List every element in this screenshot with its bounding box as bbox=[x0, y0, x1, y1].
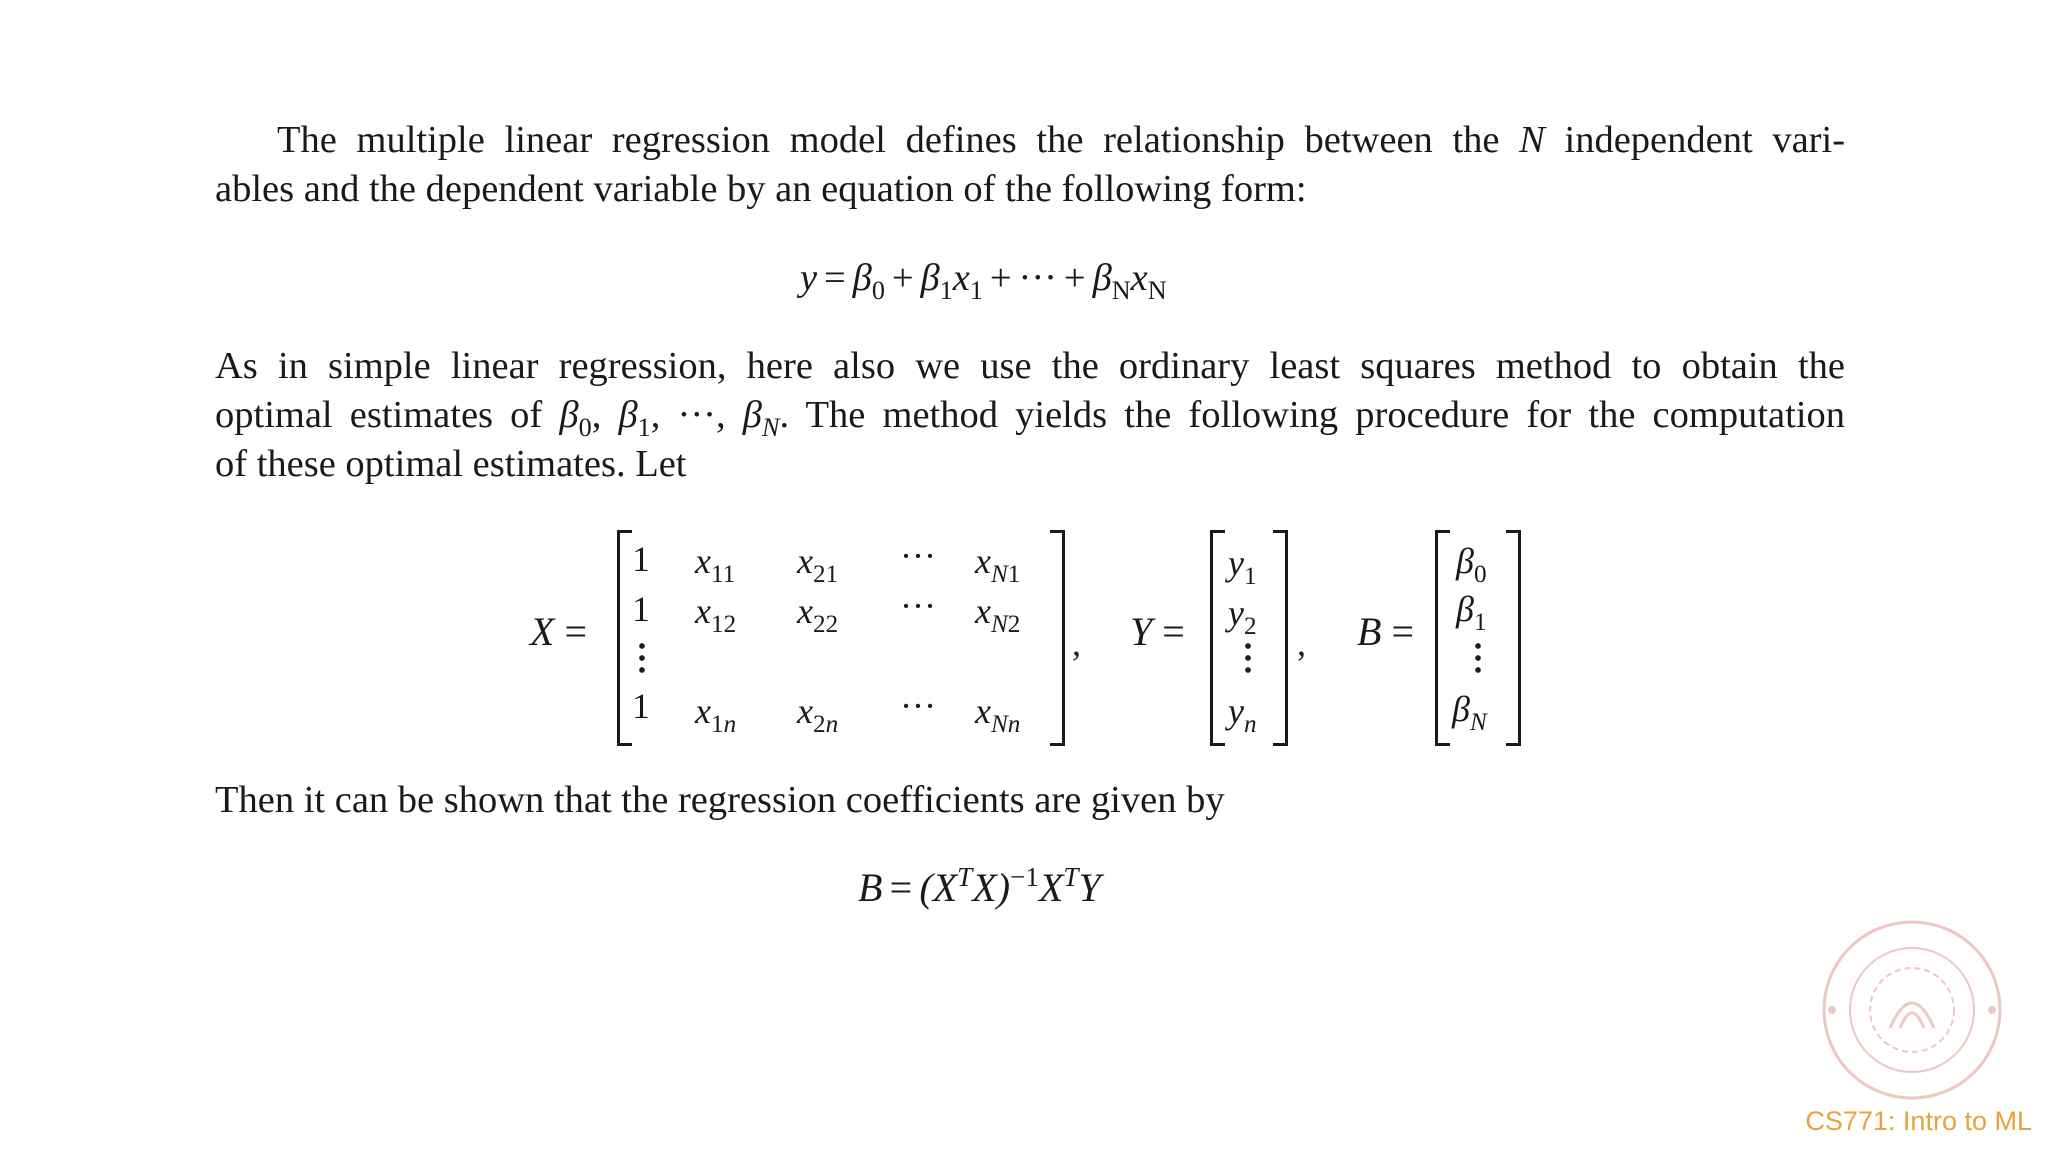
matrix-B-label bbox=[1357, 608, 1414, 655]
iit-kanpur-seal-icon bbox=[1820, 918, 2004, 1102]
matrix-X-vdots bbox=[639, 640, 645, 674]
matrix-X-symbol: X bbox=[530, 609, 555, 654]
matrix-X-r2c2: $x_{12}$ bbox=[695, 591, 737, 638]
matrix-B-equals: = bbox=[1391, 609, 1414, 654]
matrix-Y-equals: = bbox=[1162, 609, 1185, 654]
matrix-Y-left-bracket bbox=[1210, 530, 1225, 746]
matrix-Y-r4: $y_n$ bbox=[1228, 691, 1257, 738]
matrix-B-left-bracket bbox=[1435, 530, 1450, 746]
matrix-Y-symbol: Y bbox=[1130, 609, 1153, 654]
intro-line-1 bbox=[215, 116, 1845, 165]
matrix-Y-comma: , bbox=[1297, 623, 1306, 663]
matrix-B-r2: $\beta_1$ bbox=[1456, 589, 1487, 636]
matrix-X-r4c3: $x_{2n}$ bbox=[797, 691, 839, 738]
matrix-X-comma: , bbox=[1072, 623, 1081, 663]
eq1-x1: x bbox=[952, 257, 970, 299]
ols-line-3: of these optimal estimates. Let bbox=[215, 443, 687, 485]
intro-var-N: N bbox=[1519, 119, 1545, 161]
eq2-T2: T bbox=[1063, 862, 1079, 893]
ols-paragraph bbox=[215, 342, 1845, 489]
eq2-X2: X bbox=[1038, 865, 1064, 910]
ols-line-2: optimal estimates of $\beta_0$, $\beta_1$, ···, $\beta_N$. The method yields the following procedure for the computation bbox=[215, 394, 1846, 443]
matrix-X-r2c1: 1 bbox=[632, 589, 650, 629]
matrix-X-right-bracket bbox=[1050, 530, 1065, 746]
matrix-X-r1c1: 1 bbox=[632, 539, 650, 579]
normal-equation: $B = (X^TX)^{-1}X^TY$ bbox=[858, 862, 1101, 910]
matrix-X-r1c5: $x_{N1}$ bbox=[975, 541, 1021, 588]
matrix-X-r4c1: 1 bbox=[632, 686, 650, 726]
intro-line-1-text-b: independent vari- bbox=[1564, 119, 1846, 161]
eq1-beta1-sub: 1 bbox=[939, 276, 953, 306]
matrix-X-r1c4: ··· bbox=[900, 536, 936, 576]
matrix-X-r2c3: $x_{22}$ bbox=[797, 591, 839, 638]
matrix-X-r4c5: $x_{Nn}$ bbox=[975, 691, 1021, 738]
course-footer: CS771: Intro to ML bbox=[1805, 1106, 2032, 1136]
eq1-dots: ··· bbox=[1018, 257, 1057, 299]
eq1-beta0-sub: 0 bbox=[871, 276, 885, 306]
matrix-X-r1c3: $x_{21}$ bbox=[797, 541, 839, 588]
intro-line-2: ables and the dependent variable by an equation of the following form: bbox=[215, 168, 1307, 210]
eq2-T1: T bbox=[957, 862, 973, 893]
eq1-xN-sub: N bbox=[1147, 276, 1167, 306]
matrix-Y-label bbox=[1130, 608, 1185, 655]
result-line-1: Then it can be shown that the regression coefficients are given by bbox=[215, 779, 1225, 821]
matrix-X-label bbox=[530, 608, 587, 655]
matrix-X-equals: = bbox=[564, 609, 587, 654]
eq1-xN: x bbox=[1130, 257, 1148, 299]
eq2-inverse: −1 bbox=[1010, 862, 1039, 893]
ols-line-2-text-a: optimal estimates of bbox=[215, 394, 543, 436]
matrix-X-r2c5: $x_{N2}$ bbox=[975, 591, 1021, 638]
eq1-beta1: β bbox=[920, 257, 940, 299]
matrix-Y-r2: $y_2$ bbox=[1228, 593, 1257, 640]
eq2-Y: Y bbox=[1078, 865, 1101, 910]
result-paragraph bbox=[215, 776, 1845, 825]
eq2-open: (X bbox=[919, 865, 958, 910]
eq1-y: y bbox=[800, 257, 818, 299]
matrix-X-r4c4: ··· bbox=[900, 686, 936, 726]
matrix-B-vdots bbox=[1475, 640, 1481, 674]
eq1-betaN-sub: N bbox=[1111, 276, 1131, 306]
intro-line-1-text-a: The multiple linear regression model defines the relationship between the bbox=[277, 119, 1500, 161]
ols-line-1: As in simple linear regression, here also we use the ordinary least squares method to obtain the bbox=[215, 345, 1845, 387]
matrix-Y-vdots bbox=[1245, 640, 1251, 674]
matrix-B-r4: $\beta_N$ bbox=[1452, 689, 1487, 736]
eq1-x1-sub: 1 bbox=[969, 276, 983, 306]
ols-line-2-text-b: . The method yields the following procedure for the computation bbox=[779, 394, 1846, 436]
matrix-Y-right-bracket bbox=[1273, 530, 1288, 746]
matrix-X-r4c2: $x_{1n}$ bbox=[695, 691, 737, 738]
eq2-mid: X) bbox=[972, 865, 1011, 910]
matrix-X-r2c4: ··· bbox=[900, 586, 936, 626]
matrix-B-r1: $\beta_0$ bbox=[1456, 541, 1487, 588]
eq1-betaN: β bbox=[1092, 257, 1112, 299]
eq1-beta0: β bbox=[852, 257, 872, 299]
matrix-X-r1c2: $x_{11}$ bbox=[695, 541, 736, 588]
regression-equation: $y = \beta_0 + \beta_1x_1$ + ··· + $\beta_Nx_N$ bbox=[800, 257, 1167, 306]
matrix-Y-r1: $y_1$ bbox=[1228, 543, 1257, 590]
matrix-X-left-bracket bbox=[617, 530, 632, 746]
intro-paragraph bbox=[215, 116, 1845, 214]
eq2-B: B bbox=[858, 865, 883, 910]
matrix-B-right-bracket bbox=[1506, 530, 1521, 746]
matrix-B-symbol: B bbox=[1357, 609, 1382, 654]
